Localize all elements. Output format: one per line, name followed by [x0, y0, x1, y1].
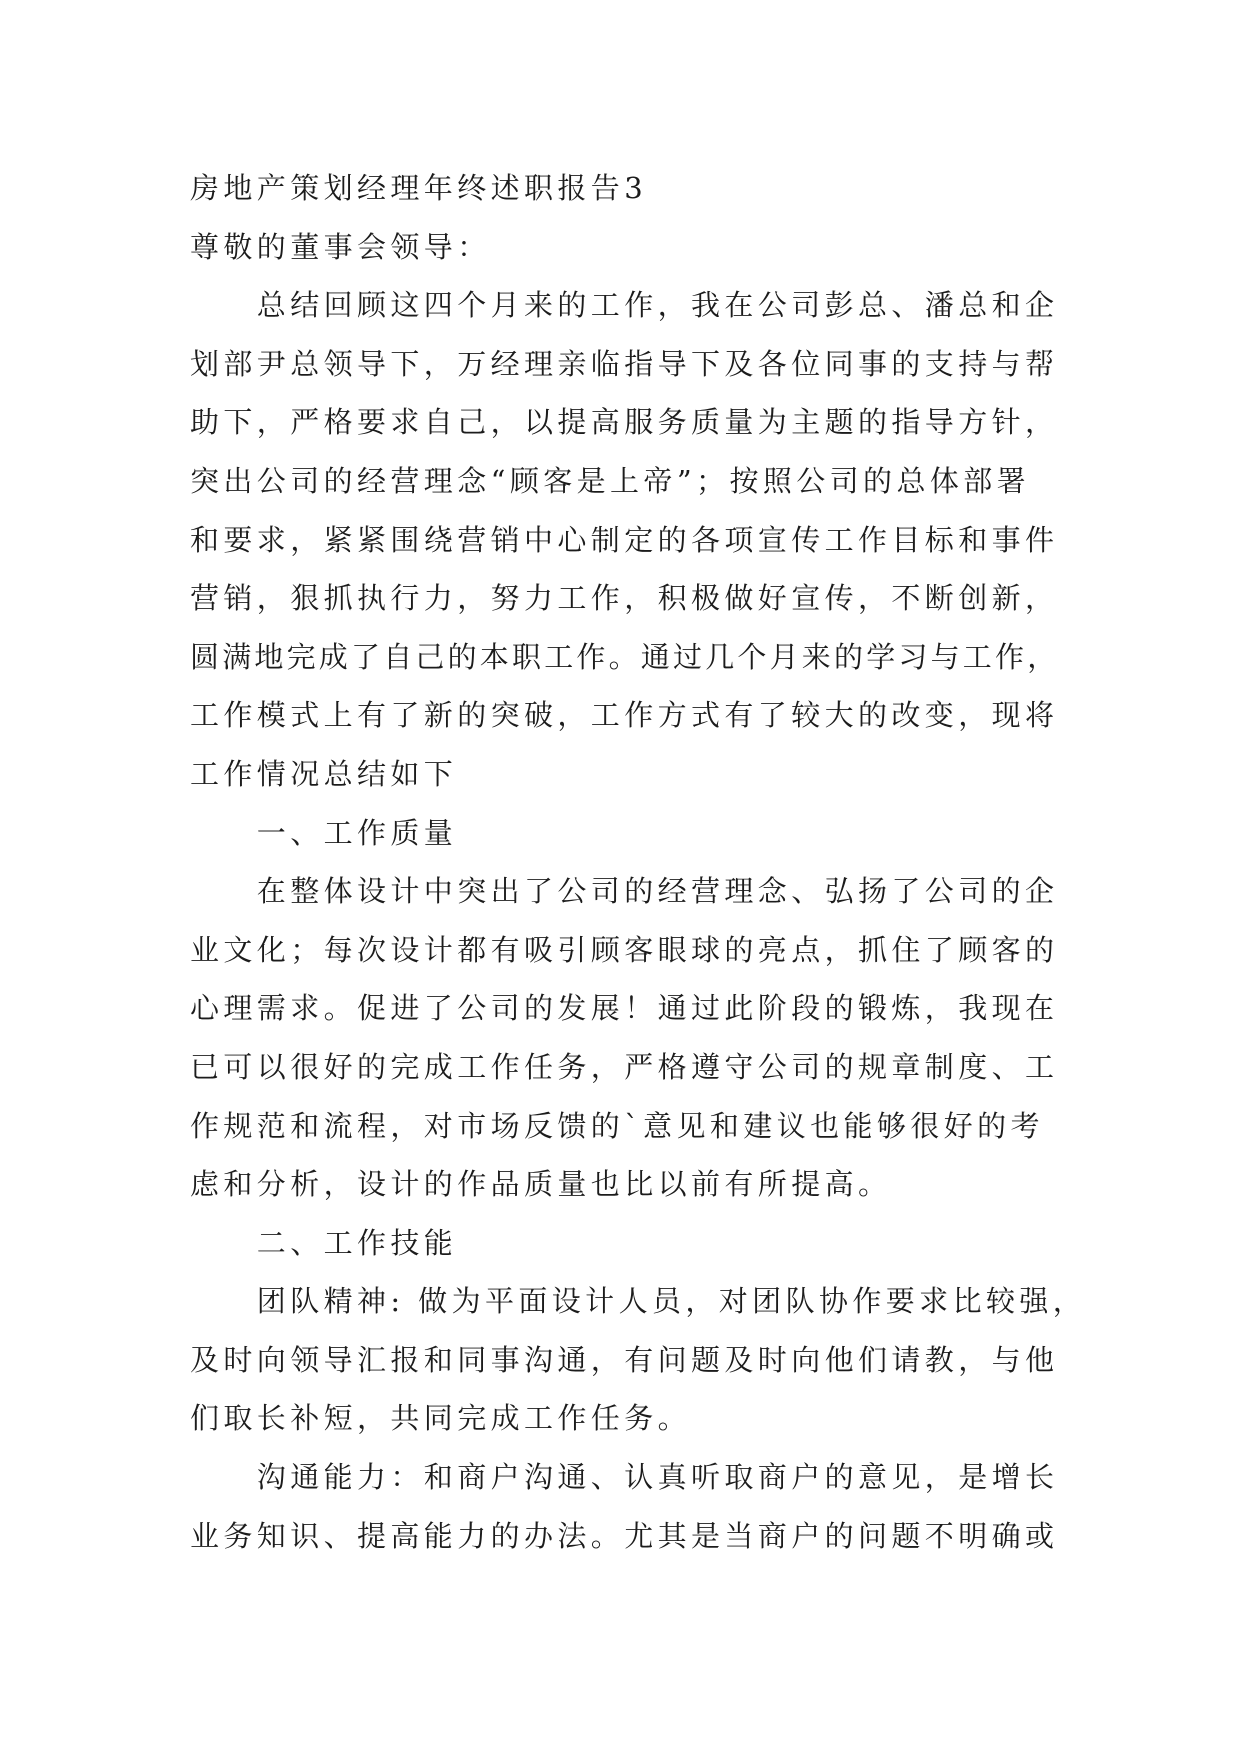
- paragraph-line: 心理需求。促进了公司的发展！通过此阶段的锻炼，我现在: [190, 991, 1059, 1026]
- paragraph-line: 业文化；每次设计都有吸引顾客眼球的亮点，抓住了顾客的: [190, 932, 1059, 967]
- paragraph-line: 在整体设计中突出了公司的经营理念、弘扬了公司的企: [256, 874, 1059, 909]
- paragraph-line: 工作情况总结如下: [190, 756, 458, 791]
- document-body: [190, 159, 1090, 1565]
- salutation: 尊敬的董事会领导：: [190, 229, 491, 264]
- paragraph-line: 业务知识、提高能力的办法。尤其是当商户的问题不明确或: [190, 1518, 1059, 1553]
- document-title: 房地产策划经理年终述职报告3: [190, 171, 648, 205]
- paragraph-line: 团队精神: 做为平面设计人员，对团队协作要求比较强，: [256, 1284, 1087, 1319]
- paragraph-line: 营销，狠抓执行力，努力工作，积极做好宣传，不断创新，: [190, 581, 1059, 616]
- paragraph-line: 助下，严格要求自己，以提高服务质量为主题的指导方针，: [190, 405, 1059, 440]
- paragraph-line: 总结回顾这四个月来的工作，我在公司彭总、潘总和企: [256, 288, 1059, 323]
- paragraph-line: 已可以很好的完成工作任务，严格遵守公司的规章制度、工: [190, 1049, 1059, 1084]
- section-paragraph: [190, 1272, 1090, 1448]
- paragraph-line: 们取长补短，共同完成工作任务。: [190, 1401, 692, 1436]
- paragraph-line: 沟通能力：和商户沟通、认真听取商户的意见，是增长: [256, 1460, 1059, 1495]
- section-heading: 二、工作技能: [256, 1225, 458, 1260]
- paragraph-line: 作规范和流程，对市场反馈的`意见和建议也能够很好的考: [190, 1108, 1044, 1143]
- section-heading: 一、工作质量: [256, 815, 458, 850]
- section-paragraph: [190, 862, 1090, 1214]
- paragraph-line: 工作模式上有了新的突破，工作方式有了较大的改变，现将: [190, 698, 1059, 733]
- paragraph-line: 划部尹总领导下，万经理亲临指导下及各位同事的支持与帮: [190, 346, 1059, 381]
- paragraph-line: 及时向领导汇报和同事沟通，有问题及时向他们请教，与他: [190, 1342, 1059, 1377]
- paragraph-line: 圆满地完成了自己的本职工作。通过几个月来的学习与工作，: [190, 639, 1060, 674]
- paragraph-line: 突出公司的经营理念“顾客是上帝”；按照公司的总体部署: [190, 463, 1031, 498]
- paragraph-line: 虑和分析，设计的作品质量也比以前有所提高。: [190, 1167, 892, 1202]
- section-paragraph: [190, 1448, 1090, 1565]
- intro-paragraph: [190, 276, 1090, 803]
- paragraph-line: 和要求，紧紧围绕营销中心制定的各项宣传工作目标和事件: [190, 522, 1059, 557]
